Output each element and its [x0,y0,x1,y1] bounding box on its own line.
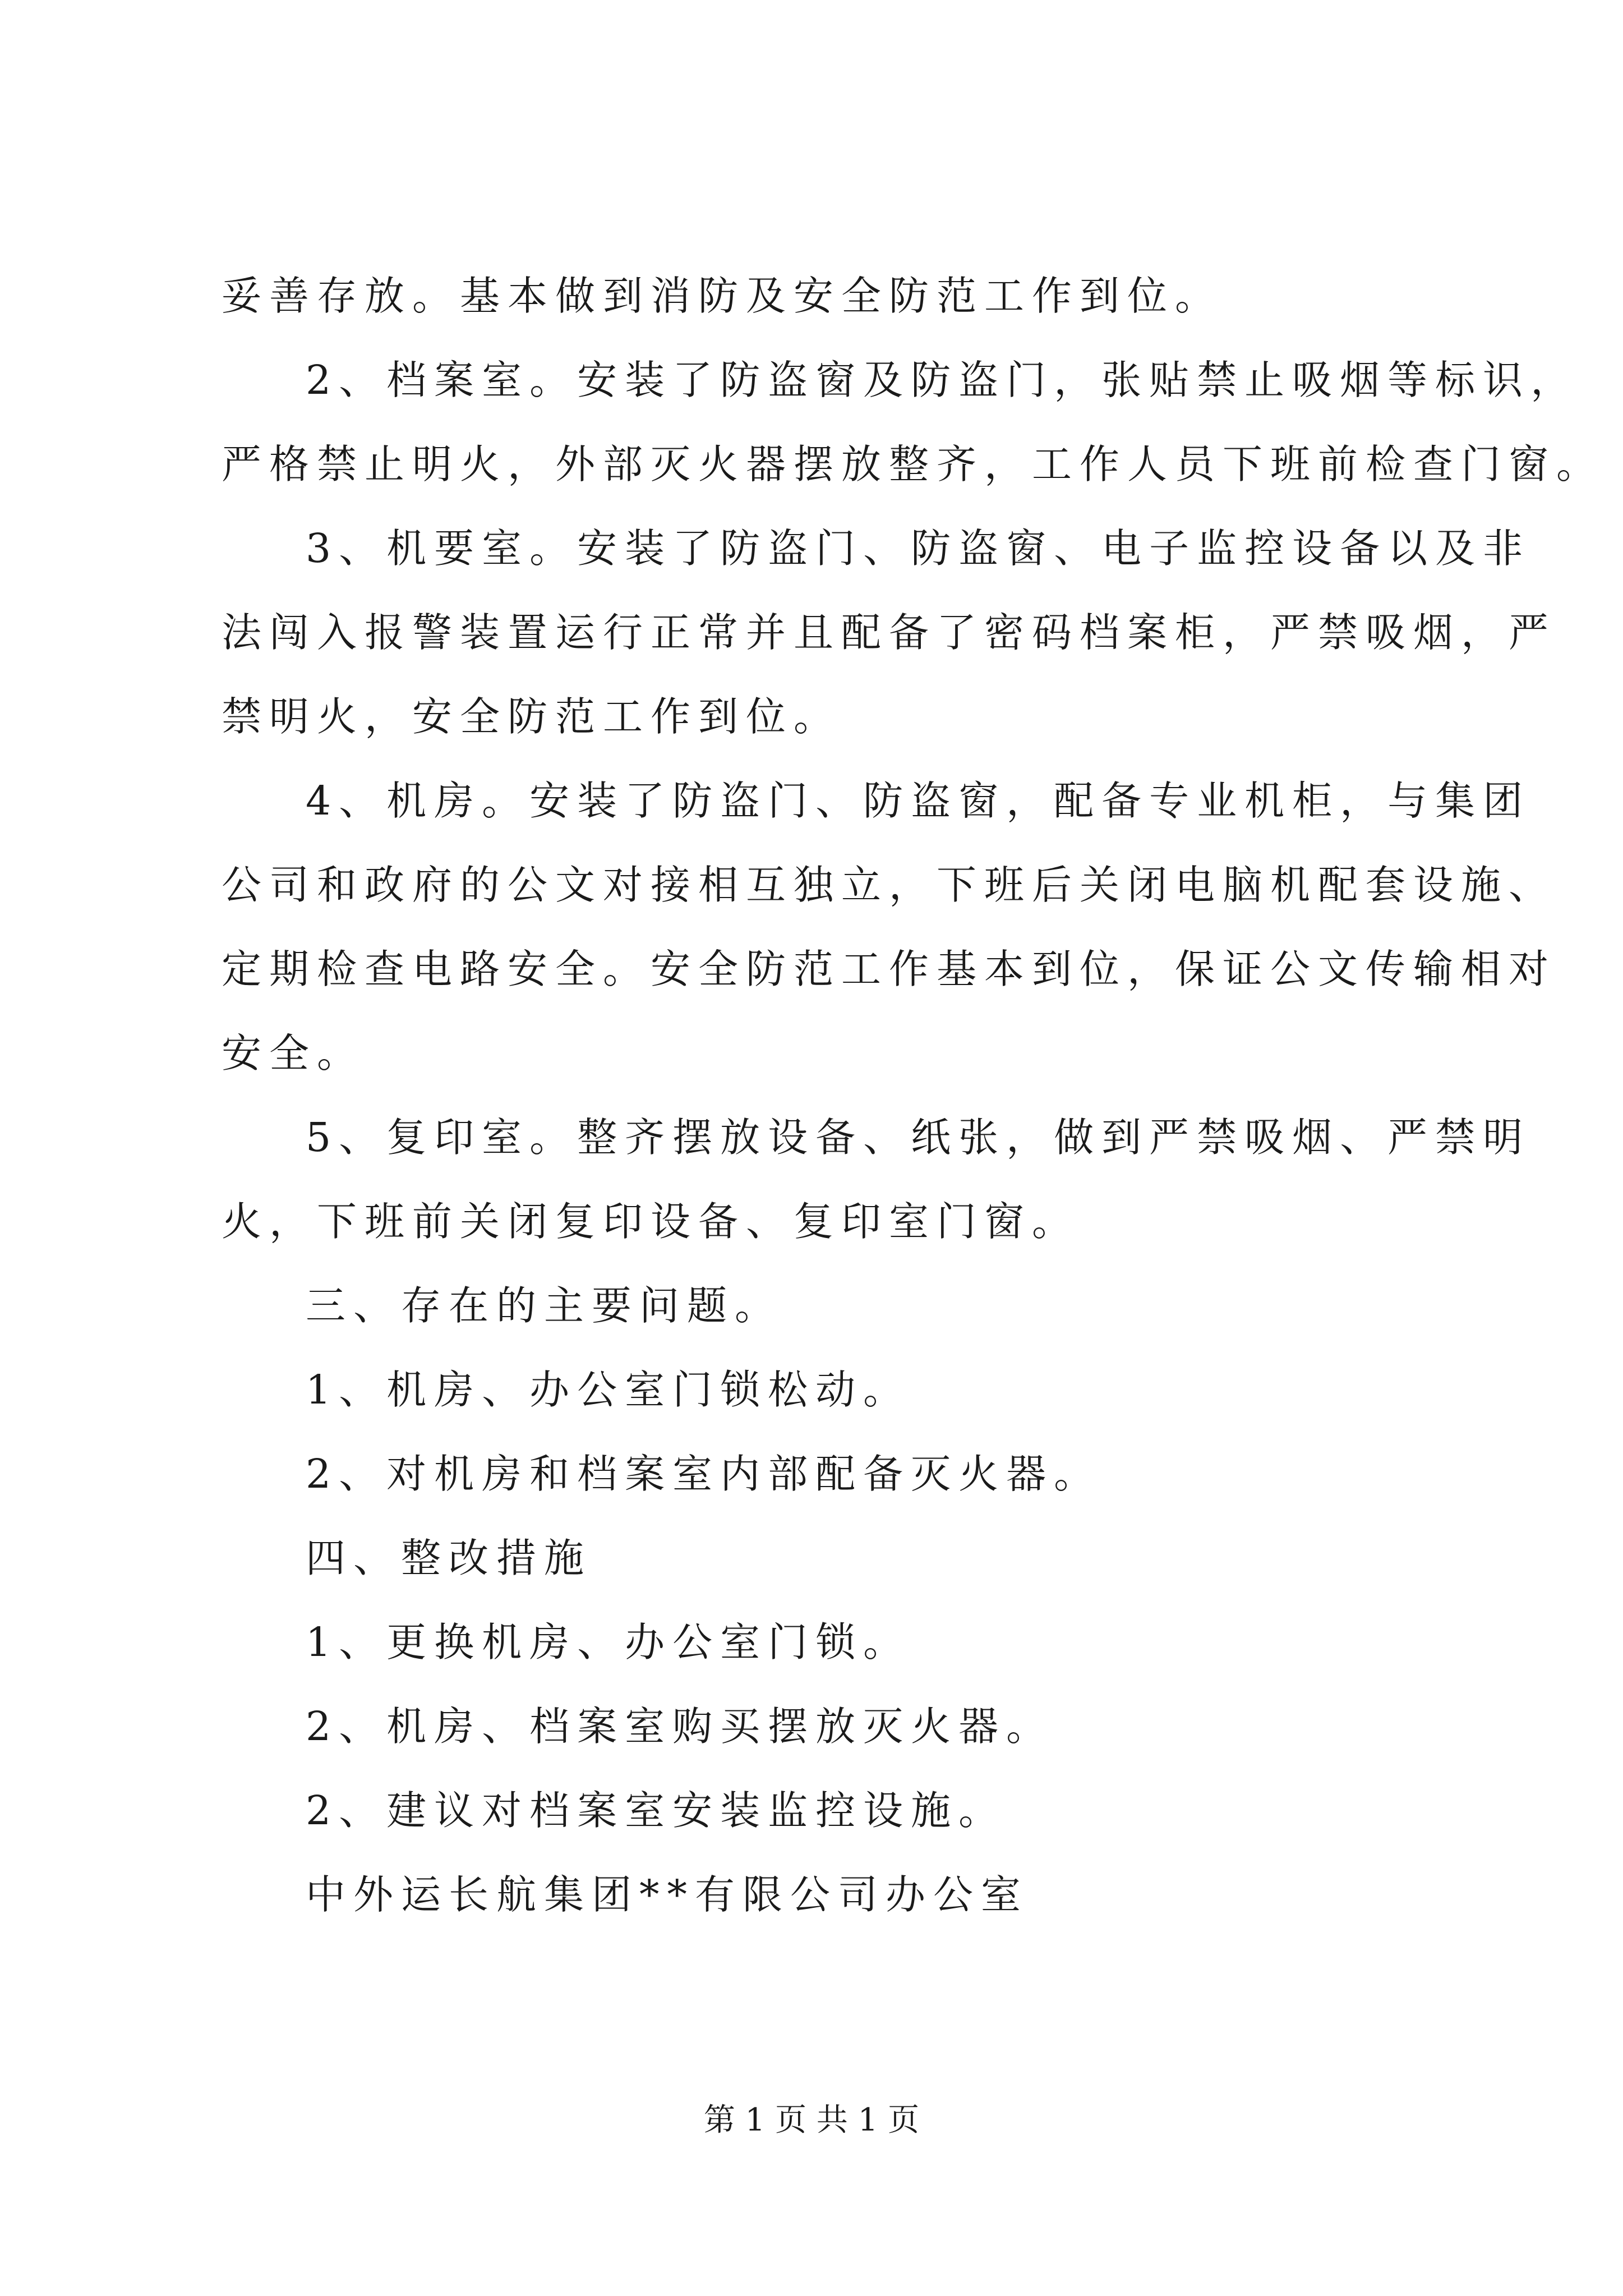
text-line: 3、机要室。安装了防盗门、防盗窗、电子监控设备以及非 [306,525,1531,572]
list-item: 2、对机房和档案室内部配备灭火器。 [306,1451,1102,1497]
signature-organization: 中外运长航集团**有限公司办公室 [306,1871,1029,1918]
section-heading: 三、存在的主要问题。 [306,1282,783,1329]
text-line: 2、档案室。安装了防盗窗及防盗门，张贴禁止吸烟等标识， [306,357,1579,403]
text-line: 火，下班前关闭复印设备、复印室门窗。 [222,1198,1080,1245]
text-line: 妥善存放。基本做到消防及安全防范工作到位。 [222,273,1223,319]
text-line: 法闯入报警装置运行正常并且配备了密码档案柜，严禁吸烟，严 [222,609,1557,656]
text-line: 公司和政府的公文对接相互独立，下班后关闭电脑机配套设施、 [222,862,1557,908]
list-item: 2、机房、档案室购买摆放灭火器。 [306,1703,1054,1750]
page-footer: 第 1 页 共 1 页 [703,2102,920,2138]
list-item: 1、机房、办公室门锁松动。 [306,1366,911,1413]
text-line: 严格禁止明火，外部灭火器摆放整齐，工作人员下班前检查门窗。 [222,441,1604,487]
list-item: 2、建议对档案室安装监控设施。 [306,1787,1007,1834]
list-item: 1、更换机房、办公室门锁。 [306,1619,911,1665]
section-heading: 四、整改措施 [306,1535,592,1581]
text-line: 4、机房。安装了防盗门、防盗窗，配备专业机柜，与集团 [306,777,1531,824]
text-line: 禁明火，安全防范工作到位。 [222,693,842,740]
text-line: 5、复印室。整齐摆放设备、纸张，做到严禁吸烟、严禁明 [306,1114,1531,1161]
text-line: 定期检查电路安全。安全防范工作基本到位，保证公文传输相对 [222,946,1557,992]
text-line: 安全。 [222,1030,365,1076]
